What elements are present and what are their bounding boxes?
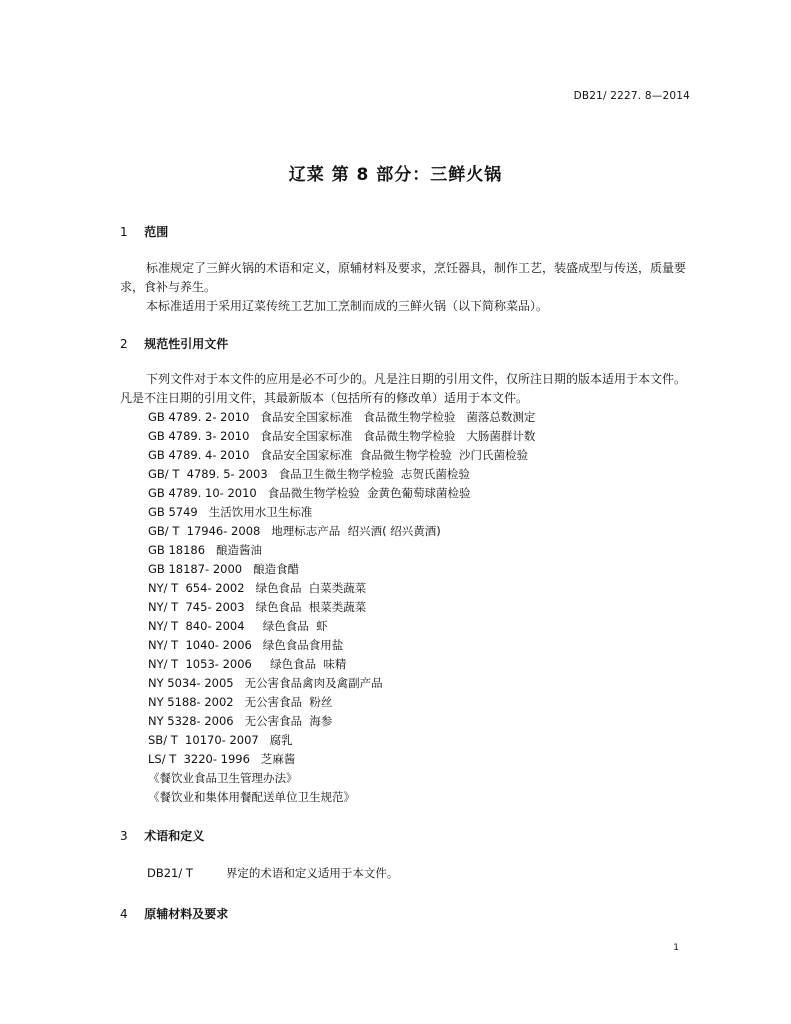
- reference-item: 《餐饮业和集体用餐配送单位卫生规范》: [148, 790, 355, 804]
- section-number: 4: [120, 907, 128, 921]
- reference-item: NY/ T 840- 2004 绿色食品 虾: [148, 619, 328, 633]
- reference-item: NY/ T 1040- 2006 绿色食品食用盐: [148, 638, 344, 652]
- reference-item: GB/ T 4789. 5- 2003 食品卫生微生物学检验 志贺氏菌检验: [148, 467, 470, 481]
- reference-item: GB/ T 17946- 2008 地理标志产品 绍兴酒( 绍兴黄酒): [148, 524, 441, 538]
- references-intro: 下列文件对于本文件的应用是必不可少的。凡是注日期的引用文件，仅所注日期的版本适用于本文件。凡是不注日期的引用文件，其最新版本（包括所有的修改单）适用于本文件。: [120, 372, 687, 405]
- reference-item: SB/ T 10170- 2007 腐乳: [148, 733, 293, 747]
- reference-item: GB 18186 酿造酱油: [148, 543, 263, 557]
- reference-item: NY 5188- 2002 无公害食品 粉丝: [148, 695, 333, 709]
- section-heading-references: [120, 335, 228, 352]
- section-heading-materials: [120, 905, 228, 922]
- reference-list: [148, 408, 688, 807]
- section-heading-scope: [120, 223, 168, 240]
- reference-item: GB 5749 生活饮用水卫生标准: [148, 505, 313, 519]
- standard-code: DB21/ 2227. 8—2014: [573, 90, 690, 102]
- reference-item: GB 4789. 3- 2010 食品安全国家标准 食品微生物学检验 大肠菌群计数: [148, 429, 536, 443]
- page-number: 1: [673, 943, 679, 953]
- section-number: 2: [120, 337, 128, 351]
- scope-paragraph-2: 本标准适用于采用辽菜传统工艺加工烹制而成的三鲜火锅（以下简称菜品）。: [146, 299, 549, 313]
- reference-item: GB 4789. 10- 2010 食品微生物学检验 金黄色葡萄球菌检验: [148, 486, 471, 500]
- reference-item: GB 4789. 4- 2010 食品安全国家标准 食品微生物学检验 沙门氏菌检验: [148, 448, 529, 462]
- reference-item: 《餐饮业食品卫生管理办法》: [148, 771, 298, 785]
- section-title: 原辅材料及要求: [144, 907, 229, 921]
- reference-item: LS/ T 3220- 1996 芝麻酱: [148, 752, 296, 766]
- definitions-text: DB21/ T 界定的术语和定义适用于本文件。: [147, 866, 399, 880]
- reference-item: NY/ T 654- 2002 绿色食品 白菜类蔬菜: [148, 581, 367, 595]
- reference-item: NY 5034- 2005 无公害食品禽肉及禽副产品: [148, 676, 383, 690]
- section-heading-terms: [120, 827, 204, 844]
- document-title: 辽菜 第 8 部分：三鲜火锅: [288, 165, 503, 185]
- reference-item: NY/ T 745- 2003 绿色食品 根菜类蔬菜: [148, 600, 367, 614]
- section-title: 规范性引用文件: [144, 337, 229, 351]
- section-title: 范围: [144, 225, 169, 239]
- reference-item: GB 18187- 2000 酿造食醋: [148, 562, 300, 576]
- section-title: 术语和定义: [144, 829, 205, 843]
- reference-item: NY 5328- 2006 无公害食品 海参: [148, 714, 333, 728]
- section-number: 3: [120, 829, 128, 843]
- reference-item: GB 4789. 2- 2010 食品安全国家标准 食品微生物学检验 菌落总数测定: [148, 410, 536, 424]
- scope-paragraph-1: 标准规定了三鲜火锅的术语和定义，原辅材料及要求，烹饪器具，制作工艺，装盛成型与传送，质量要求，食补与养生。: [120, 261, 687, 294]
- reference-item: NY/ T 1053- 2006 绿色食品 味精: [148, 657, 347, 671]
- section-number: 1: [120, 225, 128, 239]
